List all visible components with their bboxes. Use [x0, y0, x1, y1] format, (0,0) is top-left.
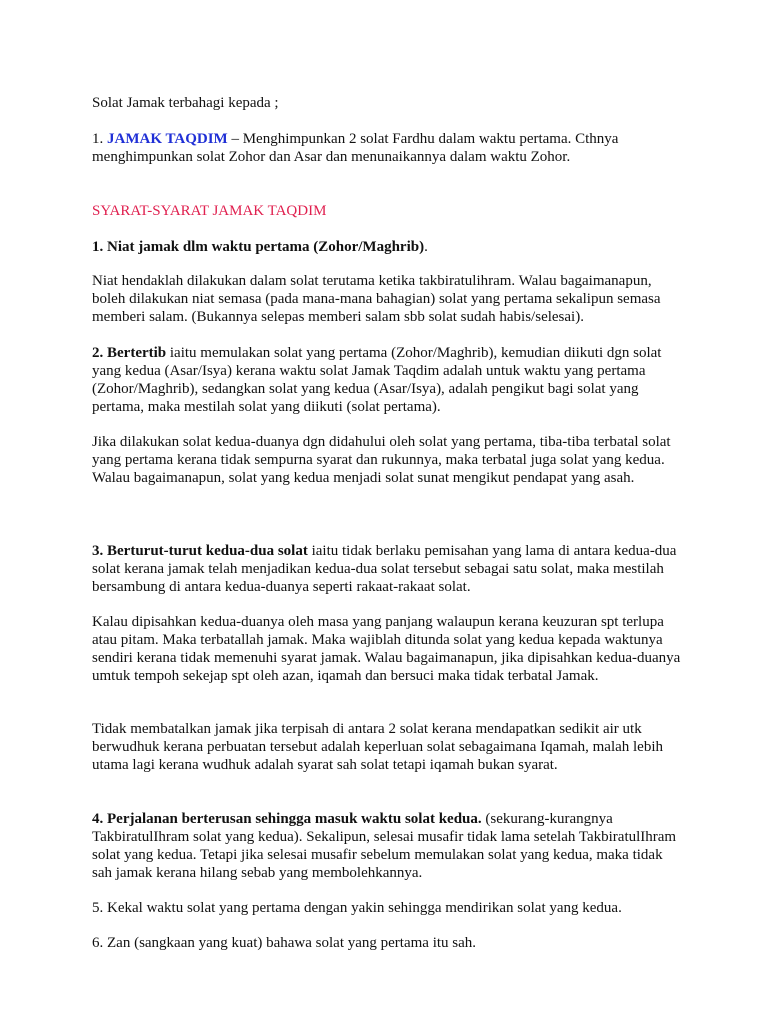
condition-1-title: 1. Niat jamak dlm waktu pertama (Zohor/Maghrib)	[92, 239, 425, 255]
item-number: 1.	[92, 131, 107, 147]
condition-2-title: 2. Bertertib	[92, 345, 167, 361]
condition-3-note-1: Kalau dipisahkan kedua-duanya oleh masa yang panjang walaupun kerana keuzuran spt terlupa atau pitam. Maka terbatallah jamak. Maka wajiblah ditunda solat yang kedua kepada waktunya sendiri kerana tidak memenuhi syarat jamak. Walau bagaimanapun, jika dipisahkan kedua-duanya umtuk tempoh sekejap spt oleh azan, iqamah dan bersuci maka tidak terbatal Jamak.	[92, 614, 681, 684]
condition-6: 6. Zan (sangkaan yang kuat) bahawa solat yang pertama itu sah.	[92, 935, 477, 951]
condition-1-paragraph: Niat hendaklah dilakukan dalam solat terutama ketika takbiratulihram. Walau bagaimanapun, boleh dilakukan niat semasa (pada mana-mana bahagian) solat yang pertama sekalipun semasa memberi salam. (Bukannya selepas memberi salam sbb solat sudah habis/selesai).	[92, 273, 661, 325]
condition-3-paragraph	[92, 542, 682, 596]
condition-2-text: iaitu memulakan solat yang pertama (Zohor/Maghrib), kemudian diikuti dgn solat yang kedua (Asar/Isya) kerana waktu solat Jamak Taqdim adalah untuk waktu yang pertama (Zohor/Maghrib), sedangkan solat yang kedua (Asar/Isya), adalah pengikut bagi solat yang pertama, maka mestilah solat yang diikuti (solat pertama).	[92, 345, 662, 415]
condition-2-paragraph	[92, 344, 682, 416]
condition-4-title: 4. Perjalanan berterusan sehingga masuk waktu solat kedua.	[92, 811, 482, 827]
condition-1-heading	[92, 238, 682, 256]
condition-3-text: iaitu tidak berlaku pemisahan yang lama di antara kedua-dua solat kerana jamak telah menjadikan kedua-dua solat tersebut sebagai satu solat, maka mestilah bersambung di antara kedua-duanya seperti rakaat-rakaat solat.	[92, 543, 677, 595]
item-jamak-taqdim	[92, 130, 682, 166]
term-jamak-taqdim: JAMAK TAQDIM	[107, 131, 228, 147]
condition-4-paragraph	[92, 810, 682, 882]
condition-1-period: .	[424, 239, 428, 255]
condition-3-title: 3. Berturut-turut kedua-dua solat	[92, 543, 308, 559]
condition-3-note-2: Tidak membatalkan jamak jika terpisah di antara 2 solat kerana mendapatkan sedikit air utk berwudhuk kerana perbuatan tersebut adalah keperluan solat sebagaimana Iqamah, malah lebih utama lagi kerana wudhuk adalah syarat sah solat tetapi iqamah bukan syarat.	[92, 721, 664, 773]
intro-line: Solat Jamak terbahagi kepada ;	[92, 95, 279, 111]
section-heading: SYARAT-SYARAT JAMAK TAQDIM	[92, 203, 327, 219]
condition-2-note: Jika dilakukan solat kedua-duanya dgn didahului oleh solat yang pertama, tiba-tiba terbatal solat yang pertama kerana tidak sempurna syarat dan rukunnya, maka terbatal juga solat yang kedua. Walau bagaimanapun, solat yang kedua menjadi solat sunat mengikut pendapat yang asah.	[92, 434, 671, 486]
condition-4-text: (sekurang-kurangnya TakbiratulIhram solat yang kedua). Sekalipun, selesai musafir tidak lama setelah TakbiratulIhram solat yang kedua. Tetapi jika selesai musafir sebelum memulakan solat yang kedua, maka tidak sah jamak kerana hilang sebab yang membolehkannya.	[92, 811, 677, 881]
item-text: – Menghimpunkan 2 solat Fardhu dalam waktu pertama. Cthnya menghimpunkan solat Zohor dan Asar dan menunaikannya dalam waktu Zohor.	[92, 131, 619, 165]
condition-5: 5. Kekal waktu solat yang pertama dengan yakin sehingga mendirikan solat yang kedua.	[92, 900, 622, 916]
